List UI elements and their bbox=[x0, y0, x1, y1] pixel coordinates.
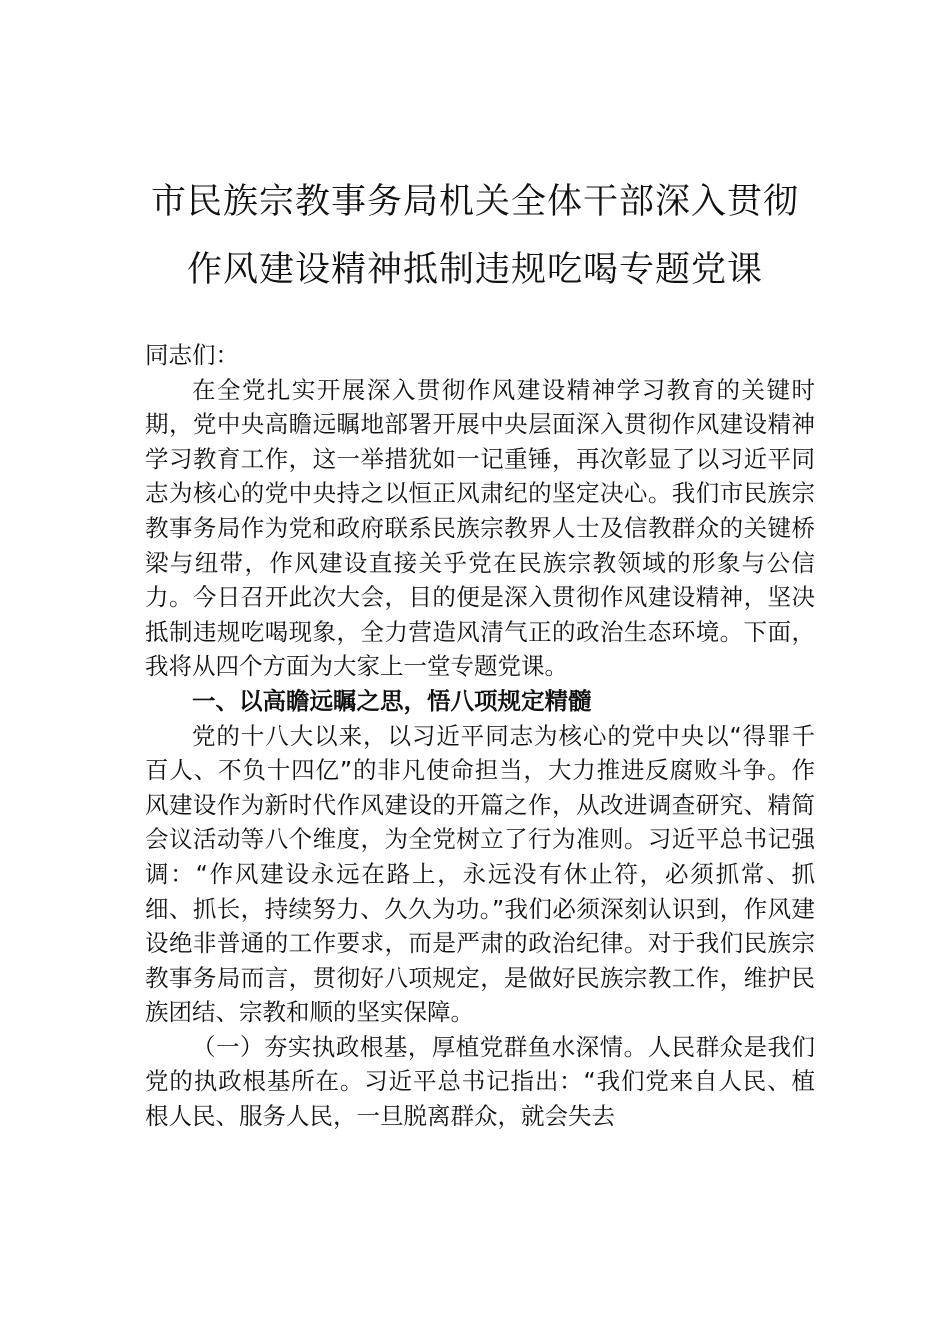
paragraph-section-1: 党的十八大以来，以习近平同志为核心的党中央以“得罪千百人、不负十四亿”的非凡使命担当，大力推进反腐败斗争。作风建设作为新时代作风建设的开篇之作，从改进调查研究、精简会议活动等八个维度，为全党树立了行为准则。习近平总书记强调：“作风建设永远在路上，永远没有休止符，必须抓常、抓细、抓长，持续努力、久久为功。”我们必须深刻认识到，作风建设绝非普通的工作要求，而是严肃的政治纪律。对于我们民族宗教事务局而言，贯彻好八项规定，是做好民族宗教工作，维护民族团结、宗教和顺的坚实保障。 bbox=[145, 721, 815, 1027]
section-heading-1: 一、以高瞻远瞩之思，悟八项规定精髓 bbox=[192, 686, 592, 715]
document-title-line-2: 作风建设精神抵制违规吃喝专题党课 bbox=[186, 250, 763, 290]
document-body bbox=[145, 338, 815, 1134]
salutation: 同志们： bbox=[145, 341, 239, 369]
document-title-line-1: 市民族宗教事务局机关全体干部深入贯彻 bbox=[150, 182, 799, 222]
paragraph-intro: 在全党扎实开展深入贯彻作风建设精神学习教育的关键时期，党中央高瞻远瞩地部署开展中央层面深入贯彻作风建设精神学习教育工作，这一举措犹如一记重锤，再次彰显了以习近平同志为核心的党中央持之以恒正风肃纪的坚定决心。我们市民族宗教事务局作为党和政府联系民族宗教界人士及信教群众的关键桥梁与纽带，作风建设直接关乎党在民族宗教领域的形象与公信力。今日召开此次大会，目的便是深入贯彻作风建设精神，坚决抵制违规吃喝现象，全力营造风清气正的政治生态环境。下面，我将从四个方面为大家上一堂专题党课。 bbox=[145, 375, 815, 681]
paragraph-subsection-1: （一）夯实执政根基，厚植党群鱼水深情。人民群众是我们党的执政根基所在。习近平总书记指出：“我们党来自人民、植根人民、服务人民，一旦脱离群众，就会失去 bbox=[145, 1032, 815, 1131]
